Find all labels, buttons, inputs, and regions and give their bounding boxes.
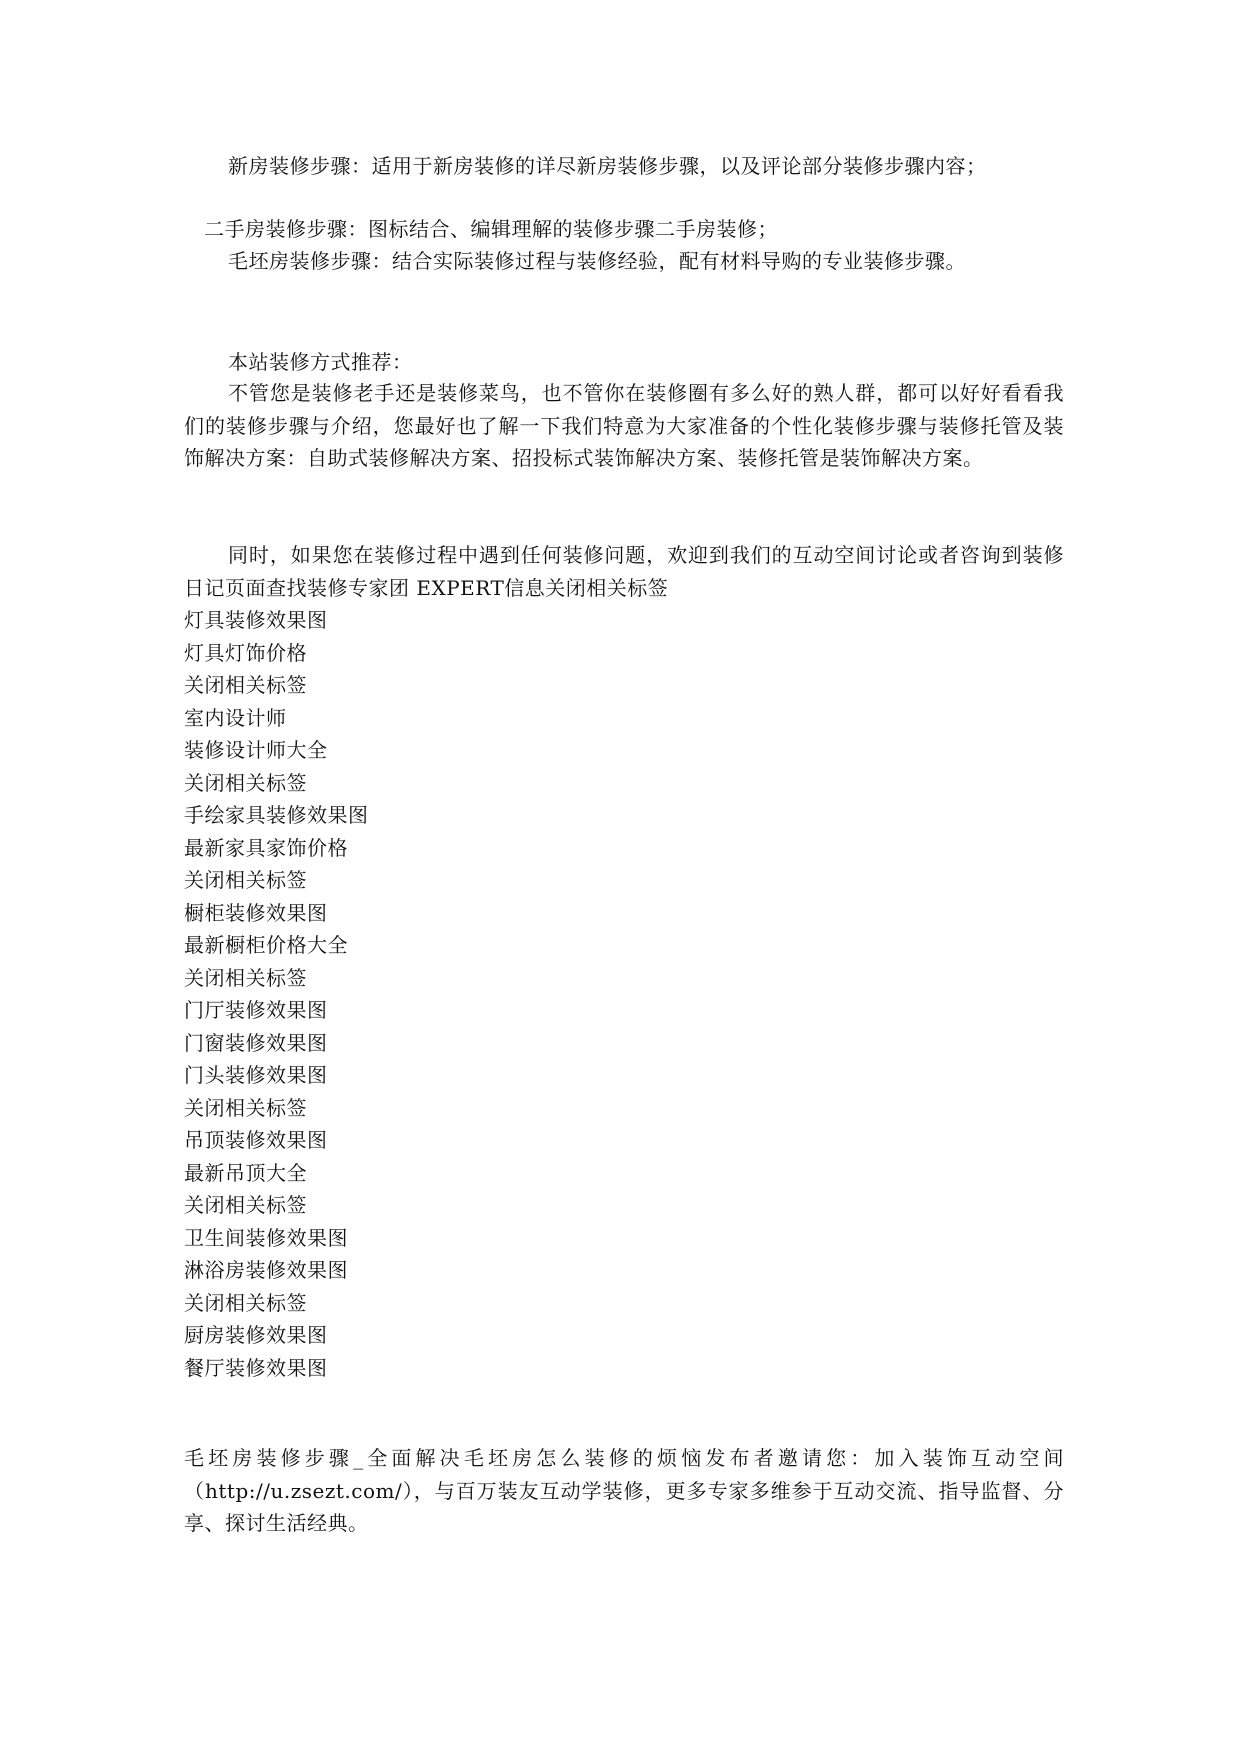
list-item[interactable]: 吊顶装修效果图 [184, 1128, 328, 1152]
list-item[interactable]: 门厅装修效果图 [184, 998, 328, 1022]
list-item[interactable]: 餐厅装修效果图 [184, 1355, 328, 1380]
list-item[interactable]: 最新家具家饰价格 [184, 835, 348, 860]
related-tags-list [184, 604, 784, 1384]
list-item[interactable]: 关闭相关标签 [184, 965, 307, 990]
list-item[interactable]: 橱柜装修效果图 [184, 900, 328, 925]
list-item[interactable]: 关闭相关标签 [184, 1290, 307, 1315]
list-item[interactable]: 关闭相关标签 [184, 868, 307, 892]
list-item[interactable]: 关闭相关标签 [184, 770, 307, 795]
list-item[interactable]: 灯具灯饰价格 [184, 640, 307, 665]
list-item[interactable]: 淋浴房装修效果图 [184, 1258, 348, 1282]
contact-paragraph: 同时，如果您在装修过程中遇到任何装修问题，欢迎到我们的互动空间讨论或者咨询到装修日记页面查找装修专家团 EXPERT信息关闭相关标签 [184, 543, 1064, 600]
footer-paragraph: 毛坯房装修步骤_全面解决毛坯房怎么装修的烦恼发布者邀请您：加入装饰互动空间（http://u.zsezt.com/），与百万装友互动学装修，更多专家多维参于互动交流、指导监督、分享、探讨生活经典。 [184, 1446, 1064, 1535]
list-item[interactable]: 门窗装修效果图 [184, 1030, 328, 1055]
intro-line-second-hand: 二手房装修步骤：图标结合、编辑理解的装修步骤二手房装修； [204, 217, 778, 241]
intro-line-new-house: 新房装修步骤：适用于新房装修的详尽新房装修步骤，以及评论部分装修步骤内容； [228, 154, 987, 178]
list-item[interactable]: 卫生间装修效果图 [184, 1225, 348, 1250]
list-item[interactable]: 关闭相关标签 [184, 673, 307, 697]
recommend-heading: 本站装修方式推荐： [228, 350, 413, 374]
list-item[interactable]: 关闭相关标签 [184, 1193, 307, 1217]
list-item[interactable]: 最新吊顶大全 [184, 1160, 307, 1185]
list-item[interactable]: 手绘家具装修效果图 [184, 803, 369, 827]
recommend-body: 不管您是装修老手还是装修菜鸟，也不管你在装修圈有多么好的熟人群，都可以好好看看我们的装修步骤与介绍，您最好也了解一下我们特意为大家准备的个性化装修步骤与装修托管及装饰解决方案：自助式装修解决方案、招投标式装饰解决方案、装修托管是装饰解决方案。 [184, 381, 1064, 470]
intro-line-rough-house: 毛坯房装修步骤：结合实际装修过程与装修经验，配有材料导购的专业装修步骤。 [228, 249, 966, 273]
list-item[interactable]: 室内设计师 [184, 705, 287, 730]
list-item[interactable]: 装修设计师大全 [184, 738, 328, 762]
list-item[interactable]: 厨房装修效果图 [184, 1323, 328, 1347]
list-item[interactable]: 最新橱柜价格大全 [184, 933, 348, 957]
list-item[interactable]: 灯具装修效果图 [184, 608, 328, 632]
list-item[interactable]: 关闭相关标签 [184, 1095, 307, 1120]
list-item[interactable]: 门头装修效果图 [184, 1063, 328, 1087]
